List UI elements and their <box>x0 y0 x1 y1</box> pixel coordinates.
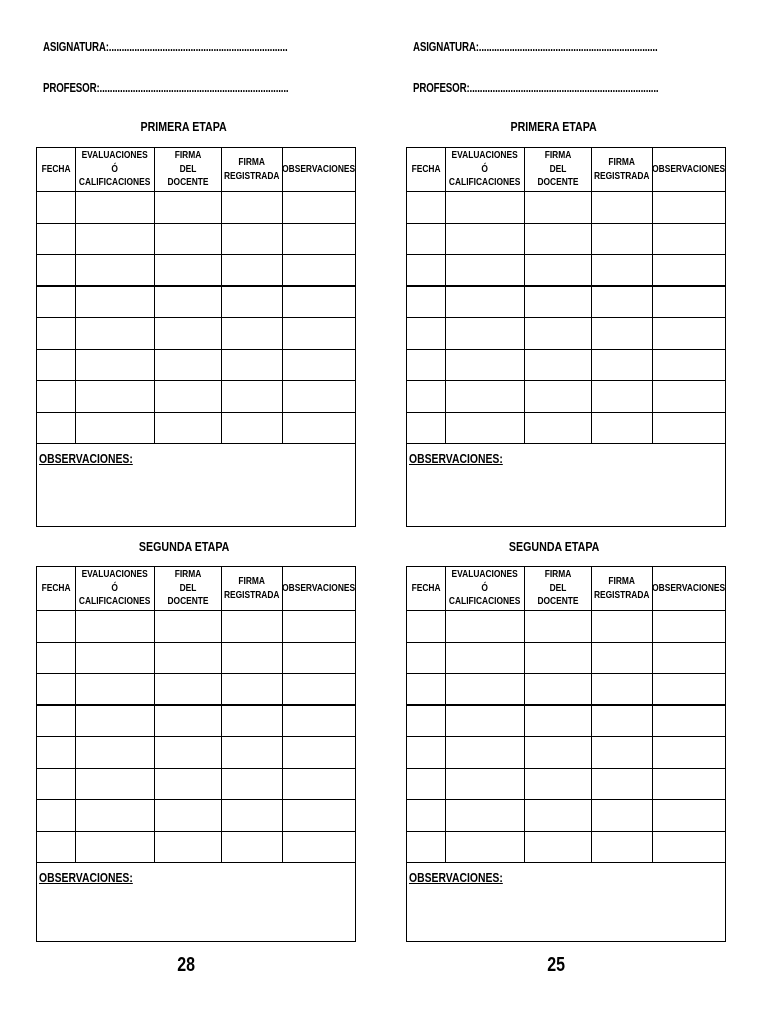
entry-cell[interactable] <box>525 737 592 768</box>
entry-cell[interactable] <box>525 611 592 642</box>
header-observaciones: OBSERVACIONES <box>283 581 355 594</box>
entry-cell[interactable] <box>283 224 355 255</box>
entry-cell[interactable] <box>407 224 446 255</box>
entry-cell[interactable] <box>222 769 283 800</box>
entry-cell[interactable] <box>37 643 76 674</box>
entry-cell[interactable] <box>446 643 525 674</box>
table-header <box>37 148 355 192</box>
entry-cell[interactable] <box>653 255 725 285</box>
entry-cell[interactable] <box>592 706 653 737</box>
entry-cell[interactable] <box>592 192 653 223</box>
entry-cell[interactable] <box>222 800 283 831</box>
header-evaluaciones: EVALUACIONES Ó CALIFICACIONES <box>76 148 155 191</box>
subject-field: ASIGNATURA:...................................................................... <box>413 40 658 54</box>
header-firma-docente: FIRMA DEL DOCENTE <box>525 567 592 610</box>
header-observaciones: OBSERVACIONES <box>653 581 725 594</box>
subject-field: ASIGNATURA:...................................................................... <box>43 40 288 54</box>
entry-cell[interactable] <box>525 832 592 863</box>
entry-cell[interactable] <box>155 287 222 318</box>
entry-cell[interactable] <box>446 287 525 318</box>
table-row <box>37 224 355 256</box>
entry-cell[interactable] <box>37 800 76 831</box>
entry-cell[interactable] <box>155 192 222 223</box>
grades-table-first <box>36 147 356 527</box>
entry-cell[interactable] <box>76 706 155 737</box>
table-row <box>37 737 355 769</box>
table-row <box>407 413 725 445</box>
entry-cell[interactable] <box>37 224 76 255</box>
entry-cell[interactable] <box>155 674 222 704</box>
table-rows <box>407 192 725 444</box>
entry-cell[interactable] <box>155 255 222 285</box>
header-firma-docente: FIRMA DEL DOCENTE <box>155 148 222 191</box>
entry-cell[interactable] <box>525 674 592 704</box>
entry-cell[interactable] <box>37 611 76 642</box>
observations-box[interactable] <box>37 863 355 940</box>
entry-cell[interactable] <box>653 350 725 381</box>
entry-cell[interactable] <box>76 611 155 642</box>
entry-cell[interactable] <box>283 255 355 285</box>
entry-cell[interactable] <box>407 318 446 349</box>
observations-label: OBSERVACIONES: <box>409 870 503 885</box>
entry-cell[interactable] <box>222 381 283 412</box>
grades-table-second <box>406 566 726 942</box>
entry-cell[interactable] <box>407 643 446 674</box>
teacher-field: PROFESOR:.......................................................................... <box>413 81 659 95</box>
header-firma-registrada: FIRMA REGISTRADA <box>592 148 653 191</box>
entry-cell[interactable] <box>653 318 725 349</box>
entry-cell[interactable] <box>155 381 222 412</box>
stage-title-second: SEGUNDA ETAPA <box>138 539 230 554</box>
entry-cell[interactable] <box>525 255 592 285</box>
entry-cell[interactable] <box>76 318 155 349</box>
entry-cell[interactable] <box>592 832 653 863</box>
entry-cell[interactable] <box>446 800 525 831</box>
entry-cell[interactable] <box>407 706 446 737</box>
entry-cell[interactable] <box>76 832 155 863</box>
table-row <box>407 643 725 675</box>
entry-cell[interactable] <box>407 192 446 223</box>
table-row <box>407 800 725 832</box>
entry-cell[interactable] <box>37 318 76 349</box>
entry-cell[interactable] <box>653 224 725 255</box>
entry-cell[interactable] <box>283 832 355 863</box>
entry-cell[interactable] <box>407 800 446 831</box>
entry-cell[interactable] <box>653 413 725 444</box>
entry-cell[interactable] <box>283 381 355 412</box>
entry-cell[interactable] <box>525 643 592 674</box>
table-row <box>407 255 725 287</box>
entry-cell[interactable] <box>222 737 283 768</box>
entry-cell[interactable] <box>407 255 446 285</box>
entry-cell[interactable] <box>76 287 155 318</box>
header-fecha: FECHA <box>407 148 446 191</box>
entry-cell[interactable] <box>76 350 155 381</box>
entry-cell[interactable] <box>155 800 222 831</box>
entry-cell[interactable] <box>525 769 592 800</box>
entry-cell[interactable] <box>446 192 525 223</box>
entry-cell[interactable] <box>446 350 525 381</box>
entry-cell[interactable] <box>155 737 222 768</box>
entry-cell[interactable] <box>155 350 222 381</box>
entry-cell[interactable] <box>446 611 525 642</box>
entry-cell[interactable] <box>525 413 592 444</box>
entry-cell[interactable] <box>222 255 283 285</box>
table-row <box>407 381 725 413</box>
entry-cell[interactable] <box>155 611 222 642</box>
table-row <box>37 350 355 382</box>
entry-cell[interactable] <box>155 769 222 800</box>
entry-cell[interactable] <box>653 674 725 704</box>
entry-cell[interactable] <box>76 674 155 704</box>
observations-box[interactable] <box>407 863 725 940</box>
observations-label: OBSERVACIONES: <box>39 870 133 885</box>
header-evaluaciones: EVALUACIONES Ó CALIFICACIONES <box>446 567 525 610</box>
entry-cell[interactable] <box>37 706 76 737</box>
entry-cell[interactable] <box>592 737 653 768</box>
entry-cell[interactable] <box>76 737 155 768</box>
entry-cell[interactable] <box>37 769 76 800</box>
header-evaluaciones: EVALUACIONES Ó CALIFICACIONES <box>446 148 525 191</box>
entry-cell[interactable] <box>283 769 355 800</box>
entry-cell[interactable] <box>37 674 76 704</box>
entry-cell[interactable] <box>407 769 446 800</box>
entry-cell[interactable] <box>407 832 446 863</box>
entry-cell[interactable] <box>37 832 76 863</box>
table-row <box>407 611 725 643</box>
table-row <box>407 318 725 350</box>
entry-cell[interactable] <box>592 224 653 255</box>
entry-cell[interactable] <box>76 192 155 223</box>
entry-cell[interactable] <box>222 413 283 444</box>
stage-title-first: PRIMERA ETAPA <box>140 119 228 134</box>
header-observaciones: OBSERVACIONES <box>653 162 725 175</box>
entry-cell[interactable] <box>592 318 653 349</box>
entry-cell[interactable] <box>525 800 592 831</box>
entry-cell[interactable] <box>446 413 525 444</box>
entry-cell[interactable] <box>283 318 355 349</box>
table-row <box>37 381 355 413</box>
header-fecha: FECHA <box>37 567 76 610</box>
entry-cell[interactable] <box>76 381 155 412</box>
entry-cell[interactable] <box>155 832 222 863</box>
entry-cell[interactable] <box>37 192 76 223</box>
entry-cell[interactable] <box>76 800 155 831</box>
entry-cell[interactable] <box>653 737 725 768</box>
header-firma-docente: FIRMA DEL DOCENTE <box>525 148 592 191</box>
header-firma-registrada: FIRMA REGISTRADA <box>222 148 283 191</box>
entry-cell[interactable] <box>222 192 283 223</box>
entry-cell[interactable] <box>592 674 653 704</box>
entry-cell[interactable] <box>653 287 725 318</box>
entry-cell[interactable] <box>283 287 355 318</box>
table-header <box>407 148 725 192</box>
entry-cell[interactable] <box>446 674 525 704</box>
table-row <box>407 192 725 224</box>
teacher-field: PROFESOR:.......................................................................... <box>43 81 289 95</box>
entry-cell[interactable] <box>155 318 222 349</box>
entry-cell[interactable] <box>592 769 653 800</box>
entry-cell[interactable] <box>592 381 653 412</box>
table-row <box>407 832 725 864</box>
entry-cell[interactable] <box>283 737 355 768</box>
stage-title-second: SEGUNDA ETAPA <box>508 539 600 554</box>
entry-cell[interactable] <box>592 413 653 444</box>
entry-cell[interactable] <box>222 832 283 863</box>
left-page <box>36 0 360 1024</box>
entry-cell[interactable] <box>283 611 355 642</box>
entry-cell[interactable] <box>592 350 653 381</box>
entry-cell[interactable] <box>525 381 592 412</box>
grades-table-second <box>36 566 356 942</box>
right-page <box>406 0 730 1024</box>
header-observaciones: OBSERVACIONES <box>283 162 355 175</box>
entry-cell[interactable] <box>283 800 355 831</box>
entry-cell[interactable] <box>155 413 222 444</box>
entry-cell[interactable] <box>222 643 283 674</box>
entry-cell[interactable] <box>222 318 283 349</box>
table-row <box>37 192 355 224</box>
table-rows <box>37 192 355 444</box>
entry-cell[interactable] <box>446 706 525 737</box>
entry-cell[interactable] <box>37 255 76 285</box>
grades-table-first <box>406 147 726 527</box>
entry-cell[interactable] <box>76 255 155 285</box>
entry-cell[interactable] <box>525 318 592 349</box>
entry-cell[interactable] <box>653 706 725 737</box>
table-row <box>407 224 725 256</box>
table-row <box>37 318 355 350</box>
entry-cell[interactable] <box>37 381 76 412</box>
observations-box[interactable] <box>37 444 355 525</box>
entry-cell[interactable] <box>155 706 222 737</box>
entry-cell[interactable] <box>446 832 525 863</box>
table-header <box>37 567 355 611</box>
entry-cell[interactable] <box>653 192 725 223</box>
entry-cell[interactable] <box>76 643 155 674</box>
table-row <box>37 413 355 445</box>
entry-cell[interactable] <box>653 769 725 800</box>
entry-cell[interactable] <box>407 350 446 381</box>
table-row <box>37 706 355 738</box>
header-firma-registrada: FIRMA REGISTRADA <box>222 567 283 610</box>
entry-cell[interactable] <box>525 287 592 318</box>
entry-cell[interactable] <box>592 255 653 285</box>
table-rows <box>37 611 355 863</box>
table-rows <box>407 611 725 863</box>
entry-cell[interactable] <box>407 611 446 642</box>
entry-cell[interactable] <box>283 192 355 223</box>
table-row <box>37 832 355 864</box>
entry-cell[interactable] <box>283 350 355 381</box>
table-row <box>37 769 355 801</box>
entry-cell[interactable] <box>525 224 592 255</box>
page-number: 25 <box>547 954 565 976</box>
entry-cell[interactable] <box>446 318 525 349</box>
entry-cell[interactable] <box>525 350 592 381</box>
entry-cell[interactable] <box>592 800 653 831</box>
entry-cell[interactable] <box>283 674 355 704</box>
entry-cell[interactable] <box>37 350 76 381</box>
entry-cell[interactable] <box>222 287 283 318</box>
table-row <box>37 800 355 832</box>
entry-cell[interactable] <box>76 224 155 255</box>
entry-cell[interactable] <box>653 643 725 674</box>
entry-cell[interactable] <box>446 381 525 412</box>
entry-cell[interactable] <box>155 224 222 255</box>
header-firma-docente: FIRMA DEL DOCENTE <box>155 567 222 610</box>
entry-cell[interactable] <box>37 413 76 444</box>
entry-cell[interactable] <box>446 769 525 800</box>
entry-cell[interactable] <box>283 413 355 444</box>
entry-cell[interactable] <box>525 192 592 223</box>
entry-cell[interactable] <box>37 287 76 318</box>
entry-cell[interactable] <box>653 381 725 412</box>
entry-cell[interactable] <box>222 224 283 255</box>
entry-cell[interactable] <box>446 224 525 255</box>
entry-cell[interactable] <box>37 737 76 768</box>
table-row <box>37 674 355 706</box>
entry-cell[interactable] <box>592 611 653 642</box>
entry-cell[interactable] <box>653 832 725 863</box>
table-row <box>407 674 725 706</box>
table-header <box>407 567 725 611</box>
entry-cell[interactable] <box>222 350 283 381</box>
entry-cell[interactable] <box>446 255 525 285</box>
observations-box[interactable] <box>407 444 725 525</box>
entry-cell[interactable] <box>407 674 446 704</box>
entry-cell[interactable] <box>407 413 446 444</box>
entry-cell[interactable] <box>407 737 446 768</box>
entry-cell[interactable] <box>222 674 283 704</box>
entry-cell[interactable] <box>283 643 355 674</box>
entry-cell[interactable] <box>283 706 355 737</box>
table-row <box>407 706 725 738</box>
header-firma-registrada: FIRMA REGISTRADA <box>592 567 653 610</box>
header-fecha: FECHA <box>407 567 446 610</box>
entry-cell[interactable] <box>222 611 283 642</box>
table-row <box>37 611 355 643</box>
table-row <box>407 350 725 382</box>
entry-cell[interactable] <box>407 381 446 412</box>
observations-label: OBSERVACIONES: <box>409 451 503 466</box>
table-row <box>37 287 355 319</box>
stage-title-first: PRIMERA ETAPA <box>510 119 598 134</box>
entry-cell[interactable] <box>407 287 446 318</box>
header-evaluaciones: EVALUACIONES Ó CALIFICACIONES <box>76 567 155 610</box>
table-row <box>407 769 725 801</box>
entry-cell[interactable] <box>653 611 725 642</box>
entry-cell[interactable] <box>592 287 653 318</box>
entry-cell[interactable] <box>76 413 155 444</box>
entry-cell[interactable] <box>525 706 592 737</box>
entry-cell[interactable] <box>592 643 653 674</box>
page-number: 28 <box>177 954 195 976</box>
table-row <box>37 255 355 287</box>
observations-label: OBSERVACIONES: <box>39 451 133 466</box>
header-fecha: FECHA <box>37 148 76 191</box>
entry-cell[interactable] <box>155 643 222 674</box>
table-row <box>407 737 725 769</box>
table-row <box>407 287 725 319</box>
entry-cell[interactable] <box>222 706 283 737</box>
table-row <box>37 643 355 675</box>
entry-cell[interactable] <box>446 737 525 768</box>
entry-cell[interactable] <box>76 769 155 800</box>
entry-cell[interactable] <box>653 800 725 831</box>
